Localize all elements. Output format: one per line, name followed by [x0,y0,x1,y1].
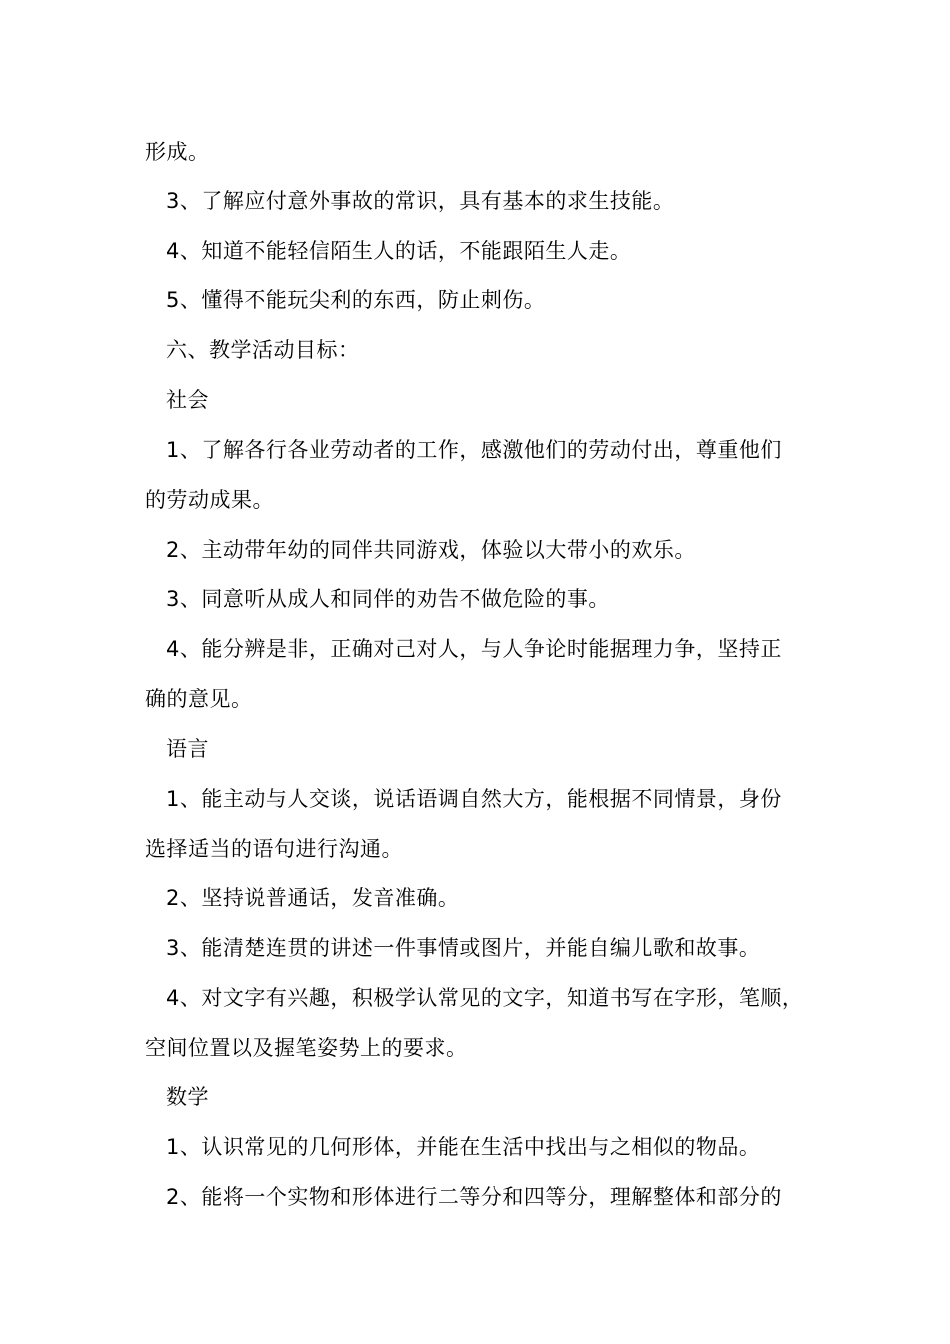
text-line: 1、认识常见的几何形体，并能在生活中找出与之相似的物品。 [166,1135,761,1159]
text-line: 3、能清楚连贯的讲述一件事情或图片，并能自编儿歌和故事。 [166,936,761,960]
text-line: 选择适当的语句进行沟通。 [145,837,403,861]
text-line: 4、能分辨是非，正确对己对人，与人争论时能据理力争，坚持正 [166,637,782,661]
text-line: 4、知道不能轻信陌生人的话，不能跟陌生人走。 [166,239,632,263]
text-line: 确的意见。 [145,687,253,711]
text-line: 形成。 [145,140,210,164]
text-line: 2、能将一个实物和形体进行二等分和四等分，理解整体和部分的 [166,1185,782,1209]
text-line: 空间位置以及握笔姿势上的要求。 [145,1036,468,1060]
text-line: 1、了解各行各业劳动者的工作，感激他们的劳动付出，尊重他们 [166,438,782,462]
subsection-heading: 社会 [166,388,209,412]
text-line: 4、对文字有兴趣，积极学认常见的文字，知道书写在字形，笔顺， [166,986,804,1010]
text-line: 的劳动成果。 [145,488,274,512]
subsection-heading: 数学 [166,1085,209,1109]
text-line: 2、坚持说普通话，发音准确。 [166,886,460,910]
text-line: 5、懂得不能玩尖利的东西，防止刺伤。 [166,288,546,312]
text-line: 1、能主动与人交谈，说话语调自然大方，能根据不同情景，身份 [166,787,782,811]
text-line: 3、同意听从成人和同伴的劝告不做危险的事。 [166,587,610,611]
section-heading: 六、教学活动目标： [166,338,360,362]
text-line: 2、主动带年幼的同伴共同游戏，体验以大带小的欢乐。 [166,538,696,562]
text-line: 3、了解应付意外事故的常识，具有基本的求生技能。 [166,189,675,213]
subsection-heading: 语言 [166,737,209,761]
